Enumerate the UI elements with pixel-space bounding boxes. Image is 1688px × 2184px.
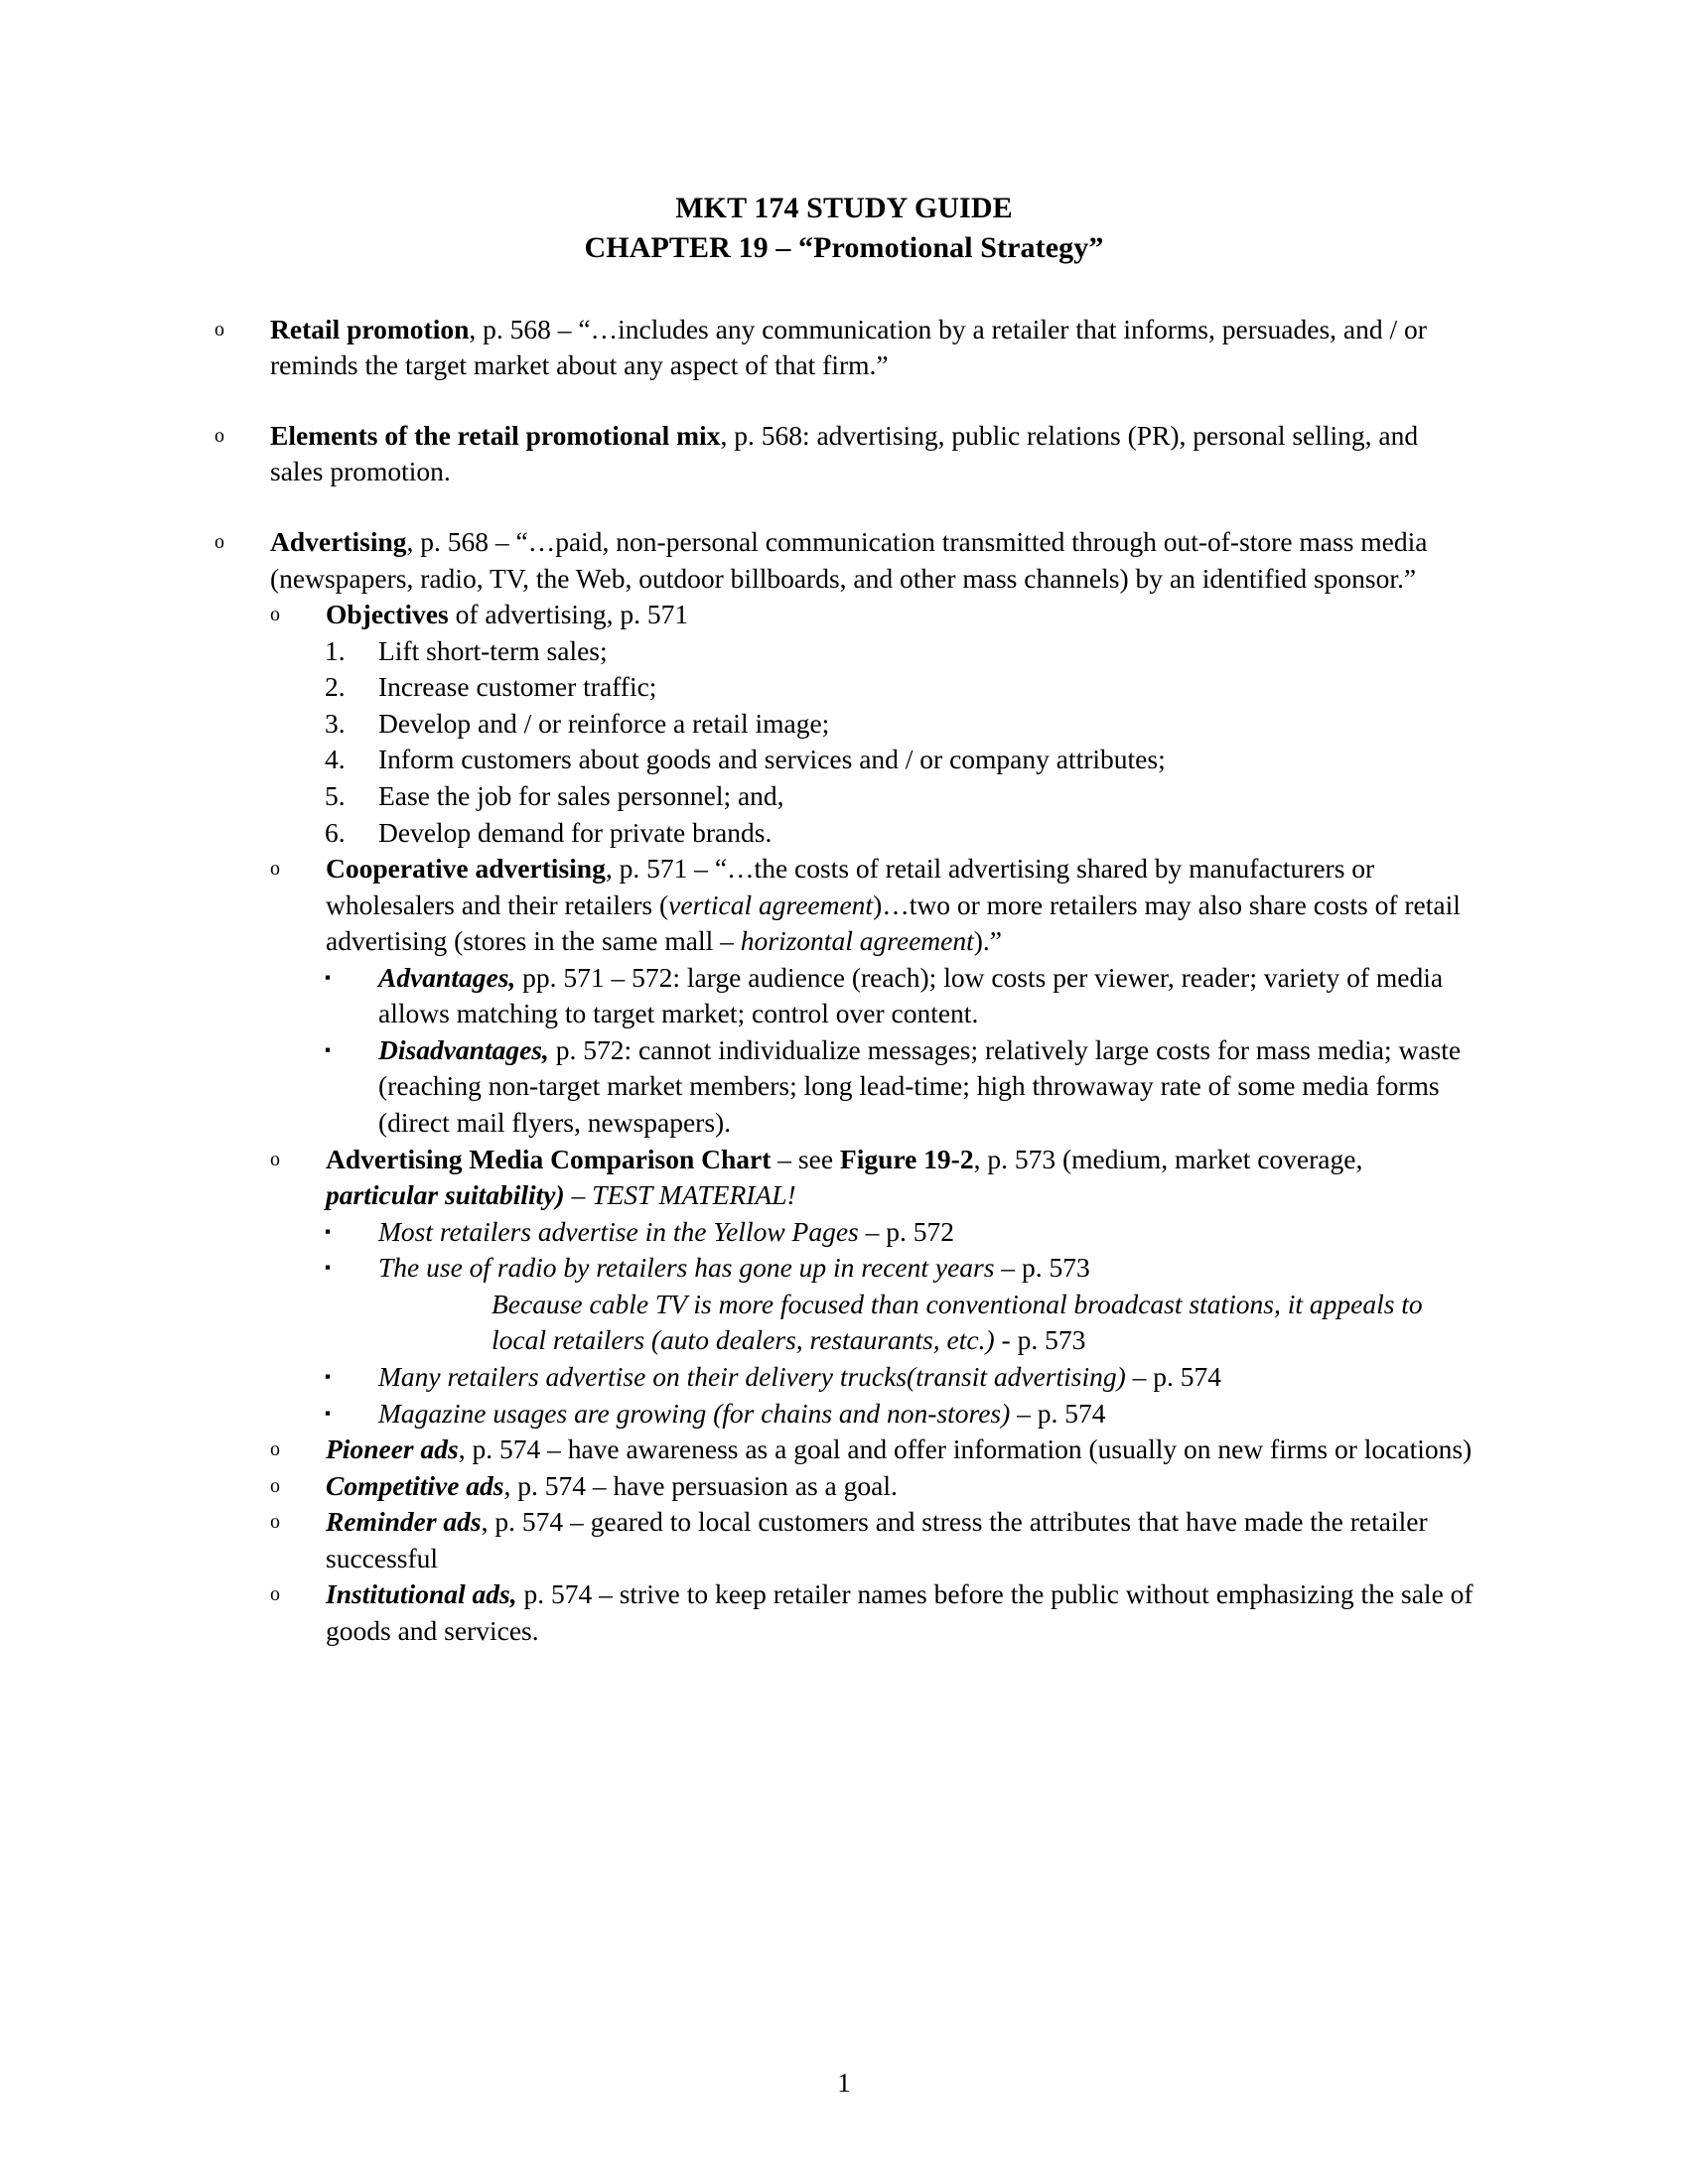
term-definition: p. 574 – strive to keep retailer names before the public without emphasizing the sale of goods and services. bbox=[326, 1578, 1474, 1646]
note-italic-text: Because cable TV is more focused than conventional broadcast stations, it appeals to local retailers (auto dealers, restaurants, etc.) bbox=[492, 1288, 1423, 1356]
term-definition: , p. 568: advertising, public relations (PR), personal selling, and sales promotion. bbox=[270, 419, 1419, 487]
list-item-objective-3 bbox=[213, 706, 1475, 743]
term-definition: , p. 574 – geared to local customers and stress the attributes that have made the retailer successful bbox=[326, 1506, 1428, 1573]
term-label: Advantages, bbox=[378, 961, 516, 993]
list-item-text: Ease the job for sales personnel; and, bbox=[378, 779, 784, 811]
list-item-reminder-ads bbox=[213, 1504, 1475, 1576]
note-cable-tv-paragraph bbox=[213, 1287, 1475, 1359]
list-item-text bbox=[270, 312, 1475, 384]
number-marker: 2. bbox=[325, 671, 346, 703]
term-definition: , p. 568 – “…includes any communication by a retailer that informs, persuades, and / or reminds the target market about any aspect of that firm.” bbox=[270, 313, 1427, 381]
list-item-text: Develop and / or reinforce a retail image; bbox=[378, 707, 830, 739]
term-definition: , p. 574 – have persuasion as a goal. bbox=[503, 1469, 898, 1501]
text-segment: – see bbox=[771, 1143, 840, 1174]
list-item-text bbox=[326, 1468, 1475, 1505]
circle-bullet-icon: o bbox=[270, 1148, 280, 1170]
square-bullet-icon: ▪ bbox=[325, 967, 332, 987]
figure-reference: Figure 19-2 bbox=[839, 1143, 974, 1174]
definition-part-1: , p. 571 – “…the costs of retail advertising shared by manufacturers or wholesalers and their retailers ( bbox=[326, 853, 1375, 920]
term-label: Elements of the retail promotional mix bbox=[270, 419, 721, 451]
list-item-text bbox=[326, 1142, 1475, 1214]
circle-bullet-icon: o bbox=[214, 531, 224, 554]
term-label: Retail promotion bbox=[270, 313, 470, 344]
document-title-block bbox=[213, 189, 1475, 268]
list-item-objective-6 bbox=[213, 815, 1475, 852]
list-item-text: Develop demand for private brands. bbox=[378, 816, 773, 848]
term-label: Reminder ads bbox=[326, 1506, 482, 1538]
list-item-text bbox=[378, 1396, 1475, 1433]
list-item-text bbox=[378, 1032, 1475, 1142]
list-item-text bbox=[326, 1504, 1475, 1576]
circle-bullet-icon: o bbox=[270, 858, 280, 881]
square-bullet-icon: ▪ bbox=[325, 1039, 332, 1059]
emphasis-test-material: – TEST MATERIAL! bbox=[564, 1179, 796, 1211]
page-subtitle: CHAPTER 19 – “Promotional Strategy” bbox=[584, 230, 1104, 264]
list-item-text bbox=[326, 1576, 1475, 1649]
term-label: Disadvantages, bbox=[378, 1033, 549, 1065]
term-label: Objectives bbox=[326, 599, 449, 630]
list-item-note-magazine bbox=[213, 1396, 1475, 1433]
square-bullet-icon: ▪ bbox=[325, 1366, 332, 1386]
number-marker: 1. bbox=[325, 634, 346, 666]
list-item-text bbox=[270, 524, 1475, 597]
list-item-note-radio bbox=[213, 1250, 1475, 1287]
number-marker: 3. bbox=[325, 707, 346, 739]
number-marker: 4. bbox=[325, 744, 346, 775]
number-marker: 6. bbox=[325, 816, 346, 848]
term-definition: , p. 574 – have awareness as a goal and offer information (usually on new firms or locations) bbox=[458, 1433, 1473, 1465]
circle-bullet-icon: o bbox=[270, 1474, 280, 1497]
list-item-objective-5 bbox=[213, 778, 1475, 815]
italic-term-vertical-agreement: vertical agreement bbox=[668, 888, 874, 920]
list-item-note-transit bbox=[213, 1359, 1475, 1396]
definition-part-3: ).” bbox=[973, 925, 1003, 957]
note-page-reference: – p. 573 bbox=[994, 1252, 1090, 1284]
list-item-text bbox=[326, 851, 1475, 960]
term-label: Advertising bbox=[270, 526, 407, 558]
note-italic-text: Most retailers advertise in the Yellow Pages bbox=[378, 1215, 859, 1247]
list-item-text: Increase customer traffic; bbox=[378, 671, 657, 703]
italic-term-horizontal-agreement: horizontal agreement bbox=[740, 925, 974, 957]
list-item-retail-promotion bbox=[213, 312, 1475, 384]
list-item-objective-1 bbox=[213, 633, 1475, 670]
term-definition: of advertising, p. 571 bbox=[448, 599, 689, 630]
definition-part-2: )…two or more retailers may also share costs of retail advertising (stores in the same mall – bbox=[326, 888, 1461, 957]
term-definition: , p. 568 – “…paid, non-personal communication transmitted through out-of-store mass media (newspapers, radio, TV, the Web, outdoor billboards, and other mass channels) by an identified sponsor.” bbox=[270, 526, 1428, 594]
circle-bullet-icon: o bbox=[214, 424, 224, 447]
list-item-text bbox=[326, 1432, 1475, 1468]
note-italic-text: Magazine usages are growing (for chains and non-stores) bbox=[378, 1397, 1011, 1429]
number-marker: 5. bbox=[325, 779, 346, 811]
page-title: MKT 174 STUDY GUIDE bbox=[675, 192, 1013, 224]
circle-bullet-icon: o bbox=[270, 1438, 280, 1461]
list-item-elements-mix bbox=[213, 418, 1475, 490]
square-bullet-icon: ▪ bbox=[325, 1403, 332, 1423]
term-definition: pp. 571 – 572: large audience (reach); low costs per viewer, reader; variety of media allows matching to target market; control over content. bbox=[378, 961, 1444, 1029]
list-item-note-yellow-pages bbox=[213, 1214, 1475, 1251]
list-item-text bbox=[378, 960, 1475, 1032]
note-italic-text: The use of radio by retailers has gone up in recent years bbox=[378, 1252, 995, 1284]
list-item-advertising bbox=[213, 524, 1475, 597]
list-item-text bbox=[378, 1214, 1475, 1251]
list-item-text bbox=[270, 418, 1475, 490]
term-definition: p. 572: cannot individualize messages; relatively large costs for mass media; waste (reaching non-target market members; long lead-time; high throwaway rate of some media forms (direct mail flyers, newspapers). bbox=[378, 1033, 1462, 1139]
list-item-pioneer-ads bbox=[213, 1432, 1475, 1468]
square-bullet-icon: ▪ bbox=[325, 1221, 332, 1241]
note-italic-text: Many retailers advertise on their delivery trucks(transit advertising) bbox=[378, 1360, 1133, 1392]
circle-bullet-icon: o bbox=[270, 604, 280, 626]
list-item-text: Lift short-term sales; bbox=[378, 634, 608, 666]
list-item-objective-4 bbox=[213, 742, 1475, 778]
list-item-disadvantages bbox=[213, 1032, 1475, 1142]
list-item-text bbox=[326, 597, 1475, 633]
document-body bbox=[213, 312, 1475, 1650]
list-item-competitive-ads bbox=[213, 1468, 1475, 1505]
circle-bullet-icon: o bbox=[270, 1511, 280, 1534]
note-page-reference: - p. 573 bbox=[994, 1324, 1086, 1356]
list-item-text bbox=[378, 1250, 1475, 1287]
list-item-text bbox=[378, 1359, 1475, 1396]
term-label: Cooperative advertising bbox=[326, 853, 606, 885]
square-bullet-icon: ▪ bbox=[325, 1258, 332, 1278]
note-page-reference: – p. 572 bbox=[858, 1215, 955, 1247]
note-page-reference: – p. 574 bbox=[1010, 1397, 1106, 1429]
list-item-objective-2 bbox=[213, 669, 1475, 706]
emphasis-particular-suitability: particular suitability) bbox=[326, 1179, 565, 1211]
circle-bullet-icon: o bbox=[270, 1583, 280, 1606]
page-number-footer: 1 bbox=[837, 2068, 851, 2098]
list-item-media-comparison-chart bbox=[213, 1142, 1475, 1214]
list-item-text: Inform customers about goods and services and / or company attributes; bbox=[378, 744, 1166, 775]
term-label: Advertising Media Comparison Chart bbox=[326, 1143, 772, 1174]
note-page-reference: – p. 574 bbox=[1132, 1360, 1222, 1392]
list-item-institutional-ads bbox=[213, 1576, 1475, 1649]
list-item-cooperative-advertising bbox=[213, 851, 1475, 960]
term-label: Institutional ads, bbox=[326, 1578, 517, 1610]
term-label: Competitive ads bbox=[326, 1469, 504, 1501]
circle-bullet-icon: o bbox=[214, 318, 224, 341]
text-segment: , p. 573 (medium, market coverage, bbox=[973, 1143, 1363, 1174]
list-item-objectives bbox=[213, 597, 1475, 633]
list-item-advantages bbox=[213, 960, 1475, 1032]
term-label: Pioneer ads bbox=[326, 1433, 459, 1465]
